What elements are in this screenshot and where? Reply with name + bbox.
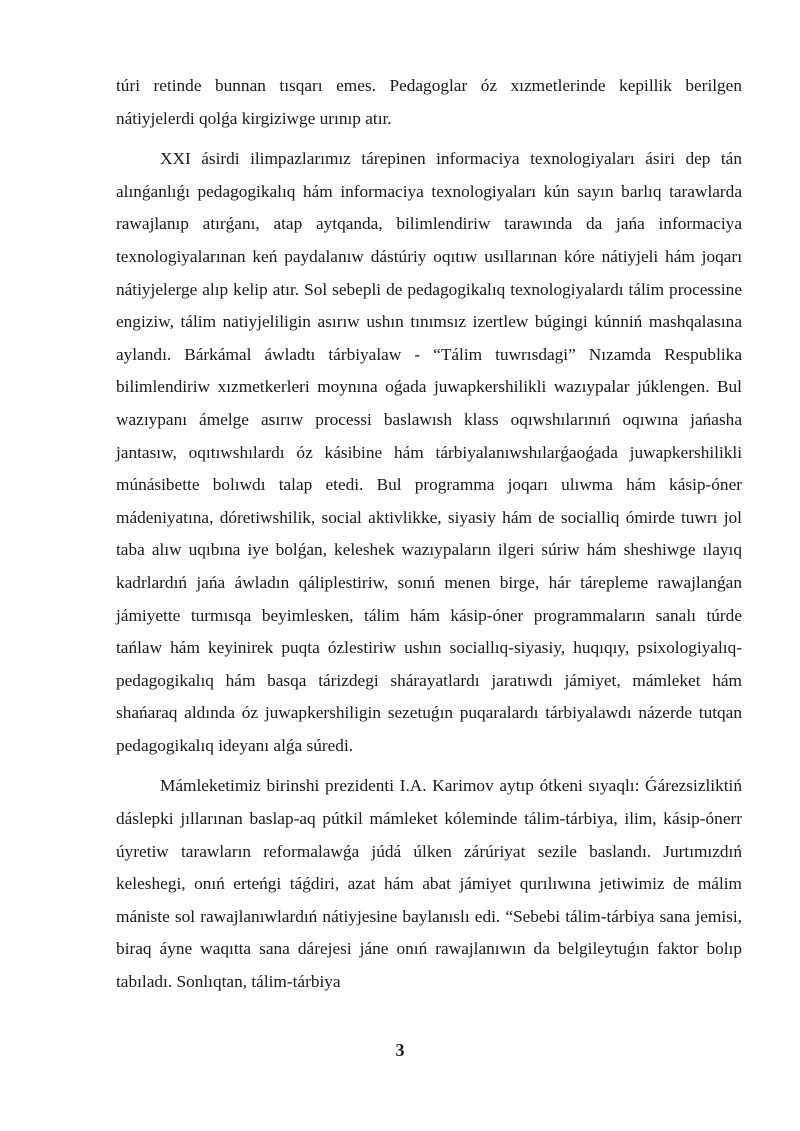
document-page-body [116, 70, 742, 999]
paragraph-president-quote: Mámleketimiz birinshi prezidenti I.A. Karimov aytıp ótkeni sıyaqlı: Ǵárezsizliktiń dáslepki jıllarınan baslap-aq pútkil mámleket kóleminde tálim-tárbiya, ilim, kásip-ónerr úyretiw tarawların reformalawǵa júdá úlken zárúriyat sezile baslandı. Jurtımızdıń keleshegi, onıń erteńgi táǵdiri, azat hám abat jámiyet qurılıwına jetiwimiz de málim mániste sol rawajlanıwlardıń nátiyjesine baylanıslı edi. “Sebebi tálim-tárbiya sana jemisi, biraq áyne waqıtta sana dárejesi jáne onıń rawajlanıwın da belgileytuǵın faktor bolıp tabıladı. Sonlıqtan, tálim-tárbiya [116, 776, 742, 992]
paragraph-continuation: túri retinde bunnan tısqarı emes. Pedagoglar óz xızmetlerinde kepillik berilgen nátiyjelerdi qolǵa kirgiziwge urınıp atır. [116, 76, 742, 128]
paragraph-information-technologies: XXI ásirdi ilimpazlarımız tárepinen informaciya texnologiyaları ásiri dep tán alınǵanlıǵı pedagogikalıq hám informaciya texnologiyaları kún sayın barlıq tarawlarda rawajlanıp atırǵanı, atap aytqanda, bilimlendiriw tarawında da jańa informaciya texnologiyalarınan keń paydalanıw dástúriy oqıtıw usıllarınan kóre nátiyjeli hám joqarı nátiyjelerge alıp kelip atır. Sol sebepli de pedagogikalıq texnologiyalardı tálim processine engiziw, tálim natiyjeliligin asırıw ushın tınımsız izertlew búgingi kúnniń mashqalasına aylandı. Bárkámal áwladtı tárbiyalaw - “Tálim tuwrısdagi” Nızamda Respublika bilimlendiriw xızmetkerleri moynına oǵada juwapkershilikli wazıypalar júklengen. Bul wazıypanı ámelge asırıw processi baslawısh klass oqıwshılarınıń oqıwına jańasha jantasıw, oqıtıwshılardı óz kásibine hám tárbiyalanıwshılarǵaoǵada juwapkershilikli múnásibette bolıwdı talap etedi. Bul programma joqarı ulıwma hám kásip-óner mádeniyatına, dóretiwshilik, social aktivlikke, siyasiy hám de socialliq ómirde tuwrı jol taba alıw uqıbına iye bolǵan, keleshek wazıypaların ilgeri súriw hám sheshiwge ılayıq kadrlardıń jańa áwladın qáliplestiriw, sonıń menen birge, hár tárepleme rawajlanǵan jámiyette turmısqa beyimlesken, tálim hám kásip-óner programmaların sanalı túrde tańlaw hám keyinirek puqta ózlestiriw ushın sociallıq-siyasiy, huqıqıy, psixologiyalıq-pedagogikalıq hám basqa tárizdegi shárayatlardı jaratıwdı jámiyet, mámleket hám shańaraq aldında óz juwapkershiligin sezetuǵın puqaralardı tárbiyalawdı názerde tutqan pedagogikalıq ideyanı alǵa súredi. [116, 149, 742, 755]
page-number: 3 [395, 1040, 405, 1060]
